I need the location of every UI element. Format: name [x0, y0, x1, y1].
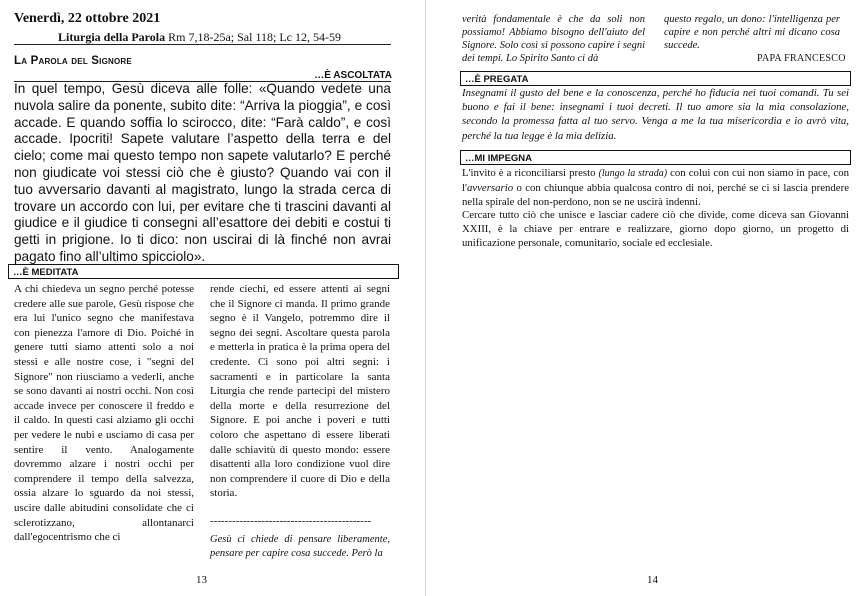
impegna-text-d: avversario: [466, 182, 514, 195]
pregata-label: …È PREGATA: [465, 74, 529, 85]
right-page: [432, 0, 863, 596]
impegna-text-c: con colui con cui non siamo in pace, con l': [462, 167, 849, 195]
impegna-paragraph-1: [462, 166, 849, 210]
quote-start: Gesù ci chiede di pensare liberamente, pensare per capire cosa succede. Però la: [210, 534, 390, 559]
pregata-text: Insegnami il gusto del bene e la conoscenza, perché ho fiducia nei tuoi comandi. Tu sei buono e fai il bene: insegnami i tuoi decreti. Il tuo amore sia la mia consolazione, secondo la promessa fatta al tuo servo. Venga a me la tua misericordia e io avrò vita, perché la tua legge è la mia delizia.: [462, 87, 849, 142]
liturgy-label: Liturgia della Parola: [58, 30, 166, 44]
parola-title: La Parola del Signore: [14, 55, 132, 67]
quote-column-2: questo regalo, un dono: l'intelligenza per capire e non perché altri mi dicano cosa succede.: [664, 14, 840, 51]
liturgy-refs: Rm 7,18-25a; Sal 118; Lc 12, 54-59: [168, 30, 341, 44]
meditata-label: …È MEDITATA: [13, 267, 79, 278]
impegna-header: [460, 150, 851, 165]
page-number-13: 13: [196, 574, 207, 586]
page-number-14: 14: [647, 574, 658, 586]
impegna-label: …MI IMPEGNA: [465, 153, 533, 164]
ascoltata-label: …È ASCOLTATA: [314, 70, 392, 81]
date-heading: Venerdì, 22 ottobre 2021: [14, 11, 161, 26]
liturgy-line: [58, 30, 341, 45]
left-page: [0, 0, 418, 596]
impegna-text-e: o con chiunque abbia qualcosa contro di noi, perché se ci si lascia prendere nella spirale del non-perdono, non se ne uscirà indenni.: [462, 182, 849, 209]
separator-line: --------------------------------------------: [210, 515, 372, 527]
quote-author: PAPA FRANCESCO: [757, 53, 846, 64]
heading-rule: [14, 44, 391, 45]
quote-column-1: verità fondamentale è che da soli non possiamo! Abbiamo bisogno dell'aiuto del Signore. Solo così si possono capire i segni dei tempi. Lo Spirito Santo ci dà: [462, 14, 645, 64]
impegna-text-a: L'invito è a riconciliarsi presto: [462, 167, 599, 179]
gospel-text: In quel tempo, Gesù diceva alle folle: «Quando vedete una nuvola salire da ponente, subito dite: “Arriva la pioggia”, e così accade. E quando soffia lo scirocco, dite: “Farà caldo”, e così accade. Ipocriti! Sapete valutare l’aspetto della terra e del cielo; come mai questo tempo non sapete valutarlo? E perché non giudicate voi stessi ciò che è giusto? Quando vai con il tuo avversario davanti al magistrato, lungo la strada cerca di trovare un accordo con lui, per evitare che ti trascini davanti al giudice e il giudice ti consegni all’esattore dei debiti e costui ti getti in prigione. Io ti dico: non uscirai di là finché non avrai pagato fino all’ultimo spicciolo».: [14, 81, 391, 264]
meditata-column-1: A chi chiedeva un segno perché potesse credere alle sue parole, Gesù rispose che era lui l'unico segno che manifestava con pienezza l'amore di Dio. Poiché in genere tutti siamo attenti solo a noi stessi e alle nostre cose, i "segni del Signore" non riusciamo a vederli, anche se sono davanti ai nostri occhi. Non così accade invece per conoscere il freddo e il caldo. In questi casi alziamo gli occhi per vedere le nubi e usciamo di casa per sentire il vento. Analogamente dovremmo alzare i nostri occhi per comprendere il tempo della salvezza, ossia alzare lo sguardo da noi stessi, uscire dalle abitudini consolidate che ci sclerotizzano, allontanarci dall'egocentrismo che ci: [14, 283, 194, 544]
meditata-column-2: rende ciechi, ed essere attenti ai segni che il Signore ci manda. Il primo grande segno è il Vangelo, potremmo dire il segno dei segni. Ascoltare questa parola e metterla in pratica è la prima opera del credente. Ci sono poi altri segni: i sacramenti e in particolare la santa Liturgia che rende partecipi del mistero della morte e della resurrezione del Signore. E poi anche i poveri e tutti coloro che aspettano di essere liberati dalle schiavitù di questo mondo: essere disattenti alla loro condizione vuol dire non comprendere il cuore di Dio e della storia.: [210, 283, 390, 500]
pregata-header: [460, 71, 851, 86]
page-divider: [425, 0, 426, 596]
meditata-header: [8, 264, 399, 279]
impegna-paragraph-2: Cercare tutto ciò che unisce e lasciar cadere ciò che divide, come diceva san Giovanni XXIII, è la chiave per entrare e realizzare, giorno dopo giorno, un progetto di unificazione personale, comunitario, sociale ed ecclesiale.: [462, 209, 849, 250]
impegna-text-b: (lungo la strada): [598, 168, 668, 179]
